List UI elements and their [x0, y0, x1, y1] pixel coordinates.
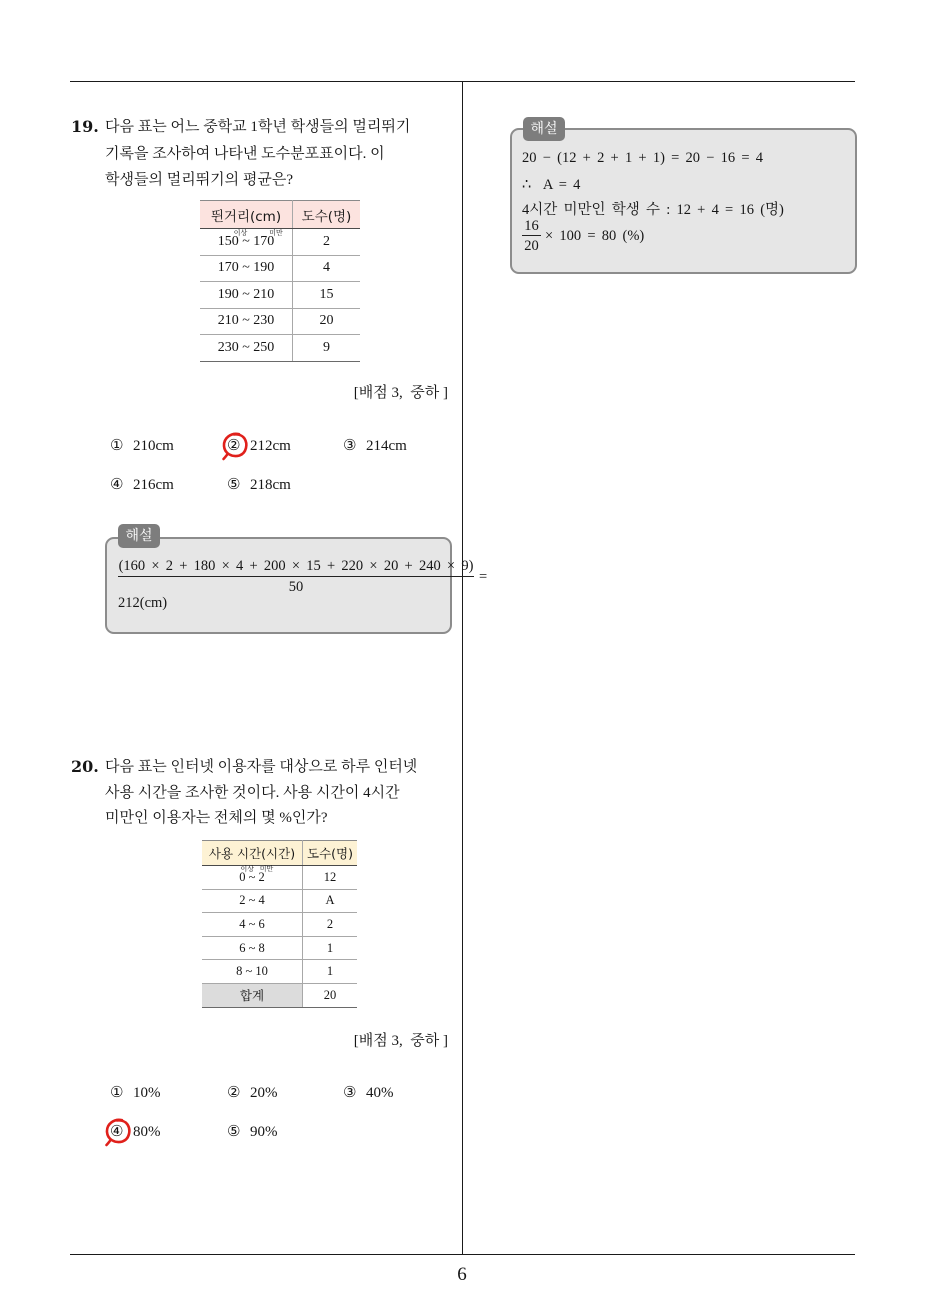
answer-circle-icon: [102, 1115, 134, 1147]
choice-3: [343, 435, 407, 456]
range-to: 2: [258, 869, 265, 884]
table-row: [202, 889, 357, 913]
choice-mark: [227, 474, 243, 494]
total-label-cell: 합계: [202, 983, 303, 1007]
range-cell: [200, 308, 293, 335]
range-to: 8: [258, 940, 265, 955]
choice-1: [110, 435, 174, 456]
explanation-label: 해설: [523, 117, 565, 141]
bottom-rule: [70, 1254, 855, 1255]
range-cell: [202, 889, 303, 913]
problem-text-line: 다음 표는 어느 중학교 1학년 학생들의 멀리뛰기: [105, 119, 411, 135]
column-divider: [462, 82, 463, 1255]
choice-mark: [227, 1082, 243, 1102]
range-cell: 150이상 ~ 170미만: [200, 229, 293, 256]
choice-text: 80%: [133, 1124, 161, 1140]
table-row: [202, 960, 357, 984]
range-cell: [200, 255, 293, 282]
fraction-numerator: (160 × 2 + 180 × 4 + 200 × 15 + 220 × 20 + 240 × 9): [118, 556, 474, 577]
column-header: 사용 시간(시간): [202, 841, 303, 866]
range-separator: ~: [242, 233, 250, 249]
choice-text: 214cm: [366, 438, 407, 454]
frequency-cell: 9: [293, 335, 361, 362]
range-from: 150: [217, 233, 239, 249]
choice-5: [227, 474, 291, 495]
choice-4: [110, 474, 174, 495]
range-from: 230: [217, 339, 239, 355]
frequency-cell: A: [303, 889, 358, 913]
choice-3: [343, 1082, 394, 1103]
choice-text: 10%: [133, 1085, 161, 1101]
problem-text-line: 사용 시간을 조사한 것이다. 사용 시간이 4시간: [105, 785, 400, 801]
choice-number: ④: [110, 1122, 124, 1140]
explanation-box: [105, 528, 488, 634]
choice-5: [227, 1121, 278, 1142]
range-separator: ~: [242, 339, 250, 355]
choice-number: ③: [343, 1083, 357, 1101]
explanation-line: ∴ A = 4: [522, 177, 581, 193]
range-to: 170: [253, 233, 275, 249]
range-cell: [202, 936, 303, 960]
choice-text: 90%: [250, 1124, 278, 1140]
table-row: [202, 936, 357, 960]
range-from: 190: [217, 286, 239, 302]
column-header: 도수(명): [303, 841, 358, 866]
range-separator: ~: [248, 893, 256, 908]
choice-4: [110, 1121, 161, 1142]
table-header-row: [202, 841, 357, 866]
frequency-table: [200, 200, 360, 362]
problem-text-line: 다음 표는 인터넷 이용자를 대상으로 하루 인터넷: [105, 759, 418, 775]
range-separator: ~: [248, 916, 256, 931]
explanation-line: 4시간 미만인 학생 수 : 12 + 4 = 16 (명): [522, 202, 784, 218]
choice-number: ②: [227, 436, 241, 454]
range-to: 6: [258, 916, 265, 931]
choice-1: [110, 1082, 161, 1103]
choice-number: ⑤: [227, 1122, 241, 1140]
page-number: 6: [457, 1264, 467, 1285]
range-from: 8: [236, 964, 243, 979]
range-cell: [202, 913, 303, 937]
range-separator: ~: [242, 286, 250, 302]
range-from: 2: [239, 893, 246, 908]
frequency-cell: 1: [303, 960, 358, 984]
choice-mark: [110, 474, 126, 494]
choice-mark: [110, 1082, 126, 1102]
range-cell: 0이상 ~ 2미만: [202, 866, 303, 890]
frequency-cell: 2: [303, 913, 358, 937]
table-header-row: [200, 201, 360, 229]
range-cell: [200, 335, 293, 362]
choice-text: 210cm: [133, 438, 174, 454]
frequency-cell: 15: [293, 282, 361, 309]
range-separator: ~: [242, 313, 250, 329]
choice-mark: [343, 1082, 359, 1102]
explanation-result: 212(cm): [118, 595, 168, 611]
choice-mark: [110, 435, 126, 455]
range-to: 190: [253, 260, 275, 276]
choice-number: ①: [110, 436, 124, 454]
choice-text: 20%: [250, 1085, 278, 1101]
range-from: 0: [239, 869, 246, 884]
score-label: [배점 3, 중하 ]: [353, 385, 448, 401]
range-to: 250: [253, 339, 275, 355]
range-cell: [202, 960, 303, 984]
range-from: 6: [239, 940, 246, 955]
choice-text: 216cm: [133, 477, 174, 493]
choice-mark: [110, 1121, 126, 1141]
frequency-cell: 2: [293, 229, 361, 256]
choice-text: 212cm: [250, 438, 291, 454]
range-to: 4: [258, 893, 265, 908]
range-separator: ~: [242, 260, 250, 276]
choice-number: ③: [343, 436, 357, 454]
range-from: 170: [217, 260, 239, 276]
choice-number: ②: [227, 1083, 241, 1101]
choice-mark: [343, 435, 359, 455]
range-to: 210: [253, 286, 275, 302]
range-from: 210: [217, 313, 239, 329]
range-separator: ~: [245, 964, 253, 979]
table-row: [202, 913, 357, 937]
range-to: 230: [253, 313, 275, 329]
table-total-row: [202, 983, 357, 1007]
table-row: [200, 335, 360, 362]
range-separator: ~: [248, 869, 256, 884]
frequency-cell: 12: [303, 866, 358, 890]
range-from: 4: [239, 916, 246, 931]
problem-number: 19.: [71, 117, 99, 136]
frequency-cell: 20: [293, 308, 361, 335]
total-value-cell: 20: [303, 983, 358, 1007]
column-header: 뛴거리(cm): [200, 201, 293, 229]
problem-number: 20.: [71, 757, 99, 776]
choice-2: [227, 435, 291, 456]
table-row: [200, 282, 360, 309]
explanation-label: 해설: [118, 524, 160, 548]
explanation-fraction-tail: × 100 = 80 (%): [545, 228, 645, 244]
choice-mark: [227, 435, 243, 455]
frequency-cell: 4: [293, 255, 361, 282]
choice-text: 40%: [366, 1085, 394, 1101]
equals-sign: =: [479, 569, 488, 585]
explanation-box: [510, 121, 857, 274]
fraction-denominator: 20: [524, 238, 539, 254]
table-row: [200, 308, 360, 335]
explanation-line: 20 − (12 + 2 + 1 + 1) = 20 − 16 = 4: [522, 150, 764, 166]
column-header: 도수(명): [293, 201, 361, 229]
fraction-denominator: 50: [288, 579, 304, 595]
frequency-table: [202, 840, 357, 1008]
choice-mark: [227, 1121, 243, 1141]
score-label: [배점 3, 중하 ]: [353, 1033, 448, 1049]
choice-number: ①: [110, 1083, 124, 1101]
range-cell: [200, 282, 293, 309]
problem-text-line: 학생들의 멀리뛰기의 평균은?: [105, 172, 294, 188]
fraction-numerator: 16: [522, 218, 541, 236]
frequency-cell: 1: [303, 936, 358, 960]
range-to: 10: [255, 964, 268, 979]
problem-text-line: 미만인 이용자는 전체의 몇 %인가?: [105, 810, 328, 826]
table-row: [200, 255, 360, 282]
problem-text-line: 기록을 조사하여 나타낸 도수분포표이다. 이: [105, 146, 385, 162]
choice-2: [227, 1082, 278, 1103]
range-separator: ~: [248, 940, 256, 955]
choice-number: ④: [110, 475, 124, 493]
answer-circle-icon: [219, 429, 251, 461]
table-row: [200, 229, 360, 256]
choice-text: 218cm: [250, 477, 291, 493]
choice-number: ⑤: [227, 475, 241, 493]
table-row: [202, 866, 357, 890]
